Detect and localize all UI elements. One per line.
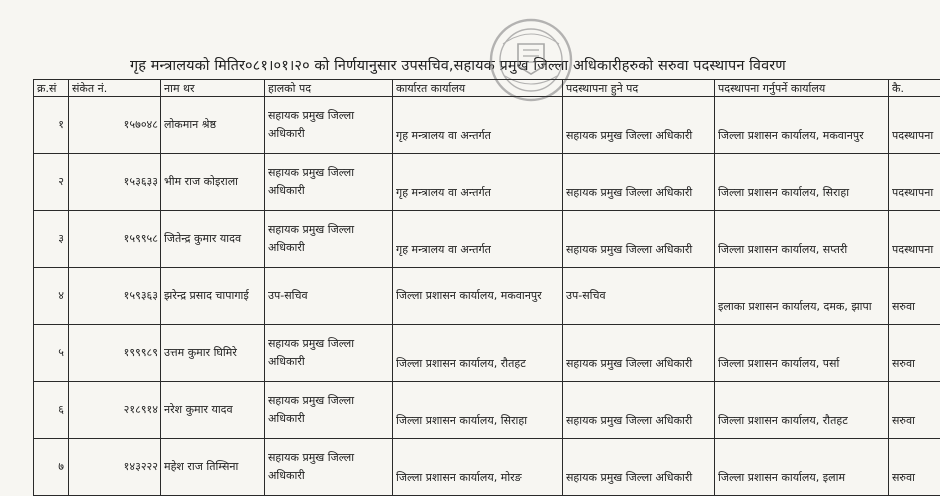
cell-code: १५७०४८ bbox=[69, 97, 161, 154]
header-sn: क्र.सं bbox=[34, 80, 69, 97]
cell-sn: ५ bbox=[34, 325, 69, 382]
cell-current-office: गृह मन्त्रालय वा अन्तर्गत bbox=[393, 154, 563, 211]
header-remarks: कै. bbox=[889, 80, 940, 97]
table-row bbox=[34, 382, 940, 439]
cell-name: लोकमान श्रेष्ठ bbox=[161, 97, 265, 154]
cell-new-post: सहायक प्रमुख जिल्ला अधिकारी bbox=[563, 382, 715, 439]
transfer-table bbox=[33, 79, 940, 496]
cell-new-post: सहायक प्रमुख जिल्ला अधिकारी bbox=[563, 439, 715, 496]
cell-current-post: सहायक प्रमुख जिल्ला अधिकारी bbox=[265, 325, 393, 382]
header-current-office: कार्यारत कार्यालय bbox=[393, 80, 563, 97]
cell-new-post: सहायक प्रमुख जिल्ला अधिकारी bbox=[563, 211, 715, 268]
cell-new-office: जिल्ला प्रशासन कार्यालय, पर्सा bbox=[715, 325, 889, 382]
cell-current-post: सहायक प्रमुख जिल्ला अधिकारी bbox=[265, 382, 393, 439]
cell-current-post: सहायक प्रमुख जिल्ला अधिकारी bbox=[265, 97, 393, 154]
cell-current-office: गृह मन्त्रालय वा अन्तर्गत bbox=[393, 97, 563, 154]
cell-new-post: सहायक प्रमुख जिल्ला अधिकारी bbox=[563, 154, 715, 211]
cell-current-post: सहायक प्रमुख जिल्ला अधिकारी bbox=[265, 211, 393, 268]
table-row bbox=[34, 439, 940, 496]
header-new-office: पदस्थापना गर्नुपर्ने कार्यालय bbox=[715, 80, 889, 97]
cell-code: १४३२२२ bbox=[69, 439, 161, 496]
cell-code: २१८९१४ bbox=[69, 382, 161, 439]
cell-new-post: उप-सचिव bbox=[563, 268, 715, 325]
cell-new-office: जिल्ला प्रशासन कार्यालय, रौतहट bbox=[715, 382, 889, 439]
cell-name: महेश राज तिम्सिना bbox=[161, 439, 265, 496]
cell-current-office: जिल्ला प्रशासन कार्यालय, मकवानपुर bbox=[393, 268, 563, 325]
table-row bbox=[34, 325, 940, 382]
document-title: गृह मन्त्रालयको मितिर०८१।०१।२० को निर्णयानुसार उपसचिव,सहायक प्रमुख जिल्ला अधिकारीहरुको सरुवा पदस्थापन विवरण bbox=[130, 57, 830, 75]
cell-current-post: सहायक प्रमुख जिल्ला अधिकारी bbox=[265, 439, 393, 496]
table-header-row bbox=[34, 80, 940, 97]
cell-current-office: जिल्ला प्रशासन कार्यालय, सिराहा bbox=[393, 382, 563, 439]
cell-sn: ६ bbox=[34, 382, 69, 439]
table-row bbox=[34, 97, 940, 154]
cell-name: भीम राज कोइराला bbox=[161, 154, 265, 211]
header-code: संकेत नं. bbox=[69, 80, 161, 97]
cell-current-office: जिल्ला प्रशासन कार्यालय, रौतहट bbox=[393, 325, 563, 382]
cell-current-office: जिल्ला प्रशासन कार्यालय, मोरङ bbox=[393, 439, 563, 496]
header-new-post: पदस्थापना हुने पद bbox=[563, 80, 715, 97]
cell-sn: २ bbox=[34, 154, 69, 211]
cell-new-office: जिल्ला प्रशासन कार्यालय, इलाम bbox=[715, 439, 889, 496]
cell-remarks: पदस्थापना bbox=[889, 154, 940, 211]
header-current-post: हालको पद bbox=[265, 80, 393, 97]
cell-name: नरेश कुमार यादव bbox=[161, 382, 265, 439]
cell-sn: ४ bbox=[34, 268, 69, 325]
header-name: नाम थर bbox=[161, 80, 265, 97]
cell-new-office: जिल्ला प्रशासन कार्यालय, सिराहा bbox=[715, 154, 889, 211]
cell-remarks: सरुवा bbox=[889, 439, 940, 496]
cell-name: जितेन्द्र कुमार यादव bbox=[161, 211, 265, 268]
cell-sn: ७ bbox=[34, 439, 69, 496]
cell-remarks: पदस्थापना bbox=[889, 211, 940, 268]
cell-remarks: सरुवा bbox=[889, 268, 940, 325]
cell-remarks: सरुवा bbox=[889, 325, 940, 382]
table-row bbox=[34, 154, 940, 211]
cell-code: १९९९८९ bbox=[69, 325, 161, 382]
cell-current-post: सहायक प्रमुख जिल्ला अधिकारी bbox=[265, 154, 393, 211]
cell-new-office: इलाका प्रशासन कार्यालय, दमक, झापा bbox=[715, 268, 889, 325]
table-row bbox=[34, 211, 940, 268]
cell-name: झरेन्द्र प्रसाद चापागाई bbox=[161, 268, 265, 325]
cell-new-office: जिल्ला प्रशासन कार्यालय, सप्तरी bbox=[715, 211, 889, 268]
cell-current-post: उप-सचिव bbox=[265, 268, 393, 325]
cell-code: १५९३६३ bbox=[69, 268, 161, 325]
cell-sn: १ bbox=[34, 97, 69, 154]
cell-remarks: सरुवा bbox=[889, 382, 940, 439]
cell-code: १५३६३३ bbox=[69, 154, 161, 211]
cell-code: १५९९५८ bbox=[69, 211, 161, 268]
cell-sn: ३ bbox=[34, 211, 69, 268]
cell-remarks: पदस्थापना bbox=[889, 97, 940, 154]
cell-name: उत्तम कुमार घिमिरे bbox=[161, 325, 265, 382]
cell-new-office: जिल्ला प्रशासन कार्यालय, मकवानपुर bbox=[715, 97, 889, 154]
cell-current-office: गृह मन्त्रालय वा अन्तर्गत bbox=[393, 211, 563, 268]
cell-new-post: सहायक प्रमुख जिल्ला अधिकारी bbox=[563, 97, 715, 154]
table-row bbox=[34, 268, 940, 325]
cell-new-post: सहायक प्रमुख जिल्ला अधिकारी bbox=[563, 325, 715, 382]
